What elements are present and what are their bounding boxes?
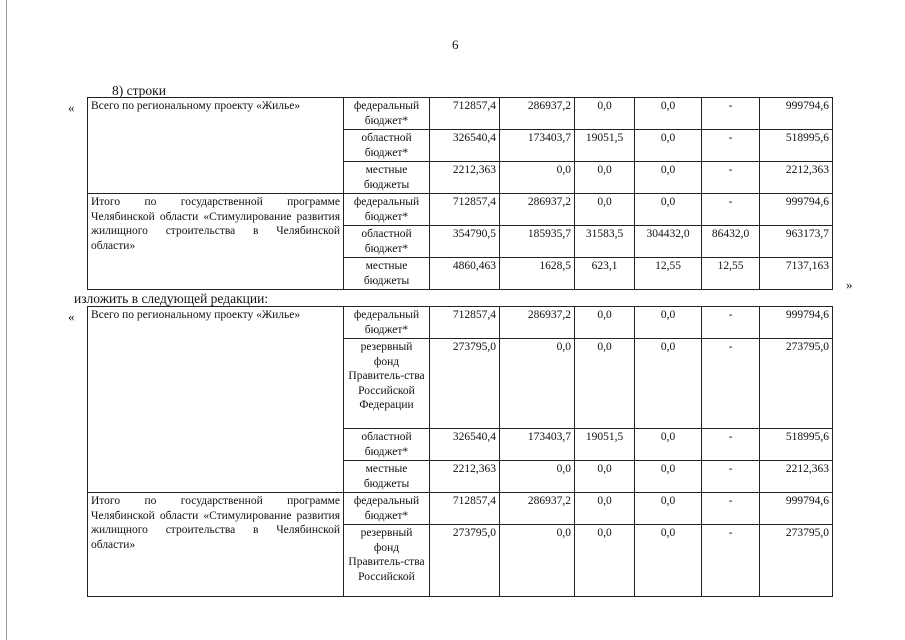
funding-source-cell: областной бюджет* <box>344 226 430 258</box>
amount-cell: 0,0 <box>635 525 702 597</box>
amount-cell: 304432,0 <box>635 226 702 258</box>
amount-cell: 2212,363 <box>760 162 833 194</box>
amount-cell: 0,0 <box>635 194 702 226</box>
funding-source-cell: местные бюджеты <box>344 162 430 194</box>
amount-cell: 712857,4 <box>430 307 500 339</box>
open-quote-new: « <box>68 309 75 324</box>
amount-cell: 0,0 <box>575 493 635 525</box>
table-row <box>88 98 833 130</box>
table-row <box>88 194 833 226</box>
funding-source-cell: областной бюджет* <box>344 429 430 461</box>
amount-cell: 0,0 <box>635 98 702 130</box>
amount-cell: - <box>702 461 760 493</box>
replace-phrase: изложить в следующей редакции: <box>74 291 269 306</box>
amount-cell: 19051,5 <box>575 130 635 162</box>
amount-cell: 273795,0 <box>760 525 833 597</box>
close-quote: » <box>846 277 853 292</box>
amount-cell: 326540,4 <box>430 429 500 461</box>
funding-source-cell: федеральный бюджет* <box>344 98 430 130</box>
amount-cell: 273795,0 <box>430 339 500 429</box>
scan-edge-line <box>6 0 7 640</box>
amount-cell: 0,0 <box>635 130 702 162</box>
program-name-cell: Итого по государственной программе Челябинской области «Стимулирование развития жилищного строительства в Челябинской области» <box>88 194 344 290</box>
funding-source-cell: местные бюджеты <box>344 258 430 290</box>
amount-cell: 518995,6 <box>760 429 833 461</box>
amount-cell: 7137,163 <box>760 258 833 290</box>
amount-cell: 0,0 <box>635 493 702 525</box>
program-name-cell: Всего по региональному проекту «Жилье» <box>88 98 344 194</box>
amount-cell: - <box>702 493 760 525</box>
amount-cell: - <box>702 429 760 461</box>
amount-cell: 623,1 <box>575 258 635 290</box>
amount-cell: 12,55 <box>702 258 760 290</box>
funding-source-cell: областной бюджет* <box>344 130 430 162</box>
amount-cell: 1628,5 <box>500 258 575 290</box>
amount-cell: 354790,5 <box>430 226 500 258</box>
amount-cell: 286937,2 <box>500 307 575 339</box>
amount-cell: 999794,6 <box>760 307 833 339</box>
amount-cell: 963173,7 <box>760 226 833 258</box>
amount-cell: 999794,6 <box>760 194 833 226</box>
amount-cell: 712857,4 <box>430 194 500 226</box>
amount-cell: 0,0 <box>575 194 635 226</box>
amount-cell: 173403,7 <box>500 130 575 162</box>
funding-source-cell: резервный фонд Правитель-ства Российской <box>344 525 430 597</box>
amount-cell: - <box>702 162 760 194</box>
amount-cell: 0,0 <box>635 162 702 194</box>
amount-cell: 2212,363 <box>760 461 833 493</box>
amount-cell: 0,0 <box>575 307 635 339</box>
amount-cell: 518995,6 <box>760 130 833 162</box>
amount-cell: - <box>702 339 760 429</box>
funding-source-cell: федеральный бюджет* <box>344 194 430 226</box>
amount-cell: 0,0 <box>575 98 635 130</box>
amount-cell: 0,0 <box>575 339 635 429</box>
amount-cell: 12,55 <box>635 258 702 290</box>
open-quote-old: « <box>68 100 75 115</box>
amount-cell: 286937,2 <box>500 194 575 226</box>
amount-cell: - <box>702 525 760 597</box>
amount-cell: 173403,7 <box>500 429 575 461</box>
amount-cell: 185935,7 <box>500 226 575 258</box>
amount-cell: 2212,363 <box>430 461 500 493</box>
amount-cell: 0,0 <box>635 461 702 493</box>
program-name-cell: Всего по региональному проекту «Жилье» <box>88 307 344 493</box>
amount-cell: 4860,463 <box>430 258 500 290</box>
amount-cell: 0,0 <box>635 339 702 429</box>
amount-cell: 0,0 <box>500 461 575 493</box>
amount-cell: 286937,2 <box>500 98 575 130</box>
funding-source-cell: федеральный бюджет* <box>344 493 430 525</box>
amount-cell: 999794,6 <box>760 98 833 130</box>
amount-cell: 0,0 <box>500 162 575 194</box>
amount-cell: - <box>702 98 760 130</box>
amount-cell: 712857,4 <box>430 493 500 525</box>
amount-cell: - <box>702 194 760 226</box>
amount-cell: 0,0 <box>635 307 702 339</box>
amount-cell: 31583,5 <box>575 226 635 258</box>
funding-source-cell: местные бюджеты <box>344 461 430 493</box>
amount-cell: 273795,0 <box>430 525 500 597</box>
amount-cell: 0,0 <box>575 162 635 194</box>
table-row <box>88 307 833 339</box>
amount-cell: 712857,4 <box>430 98 500 130</box>
amount-cell: 0,0 <box>635 429 702 461</box>
table-row <box>88 493 833 525</box>
amount-cell: 286937,2 <box>500 493 575 525</box>
amount-cell: 0,0 <box>500 525 575 597</box>
funding-source-cell: федеральный бюджет* <box>344 307 430 339</box>
page-number: 6 <box>452 37 459 52</box>
amount-cell: 326540,4 <box>430 130 500 162</box>
program-name-cell: Итого по государственной программе Челябинской области «Стимулирование развития жилищного строительства в Челябинской области» <box>88 493 344 597</box>
amount-cell: 0,0 <box>575 525 635 597</box>
amount-cell: 273795,0 <box>760 339 833 429</box>
amount-cell: 2212,363 <box>430 162 500 194</box>
amount-cell: - <box>702 307 760 339</box>
section-heading: 8) строки <box>112 83 166 98</box>
amount-cell: 19051,5 <box>575 429 635 461</box>
amount-cell: 0,0 <box>500 339 575 429</box>
amount-cell: - <box>702 130 760 162</box>
budget-table-old <box>87 97 833 290</box>
budget-table-new <box>87 306 833 597</box>
amount-cell: 0,0 <box>575 461 635 493</box>
funding-source-cell: резервный фонд Правитель-ства Российской Федерации <box>344 339 430 429</box>
amount-cell: 86432,0 <box>702 226 760 258</box>
amount-cell: 999794,6 <box>760 493 833 525</box>
